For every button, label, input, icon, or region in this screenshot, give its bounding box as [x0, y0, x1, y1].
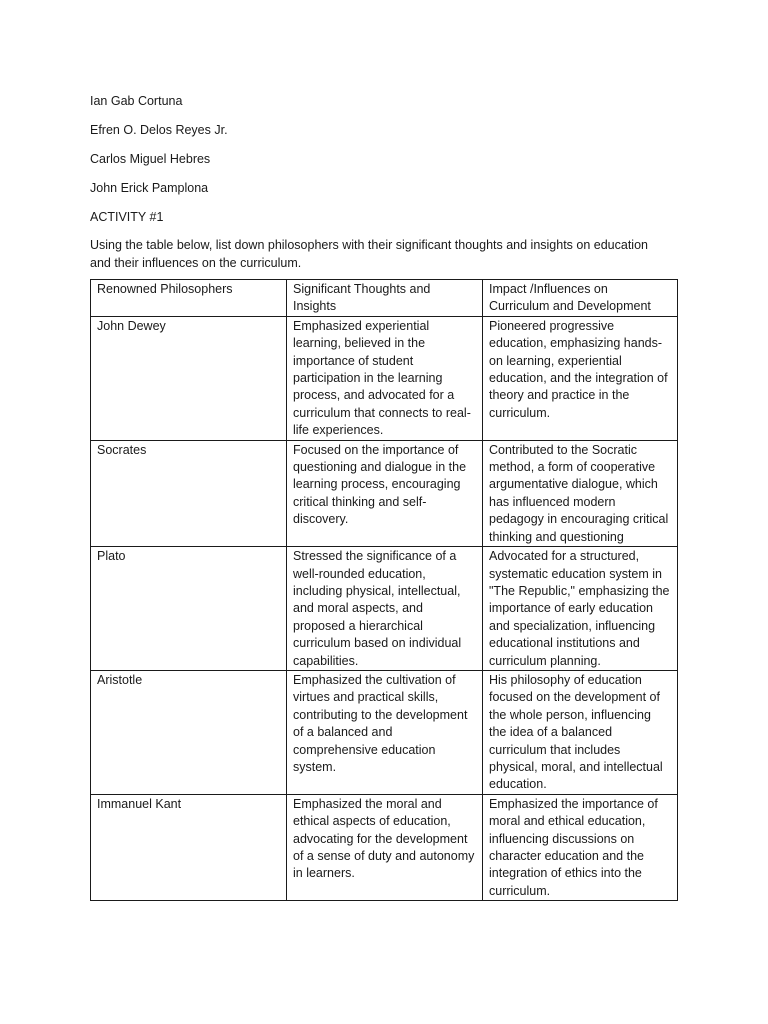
table-row	[91, 794, 678, 900]
impact-cell: Contributed to the Socratic method, a form of cooperative argumentative dialogue, which has influenced modern pedagogy in encouraging critical thinking and questioning	[483, 440, 678, 546]
impact-cell: His philosophy of education focused on the development of the whole person, influencing the idea of a balanced curriculum that includes physical, moral, and intellectual education.	[483, 670, 678, 794]
impact-cell: Emphasized the importance of moral and ethical education, influencing discussions on character education and the integration of ethics into the curriculum.	[483, 794, 678, 900]
column-header-thoughts: Significant Thoughts and Insights	[287, 280, 483, 317]
author-name: Efren O. Delos Reyes Jr.	[90, 123, 228, 137]
thoughts-cell: Stressed the significance of a well-rounded education, including physical, intellectual, and moral aspects, and proposed a hierarchical curriculum based on individual capabilities.	[287, 547, 483, 671]
thoughts-cell: Focused on the importance of questioning and dialogue in the learning process, encouraging critical thinking and self-discovery.	[287, 440, 483, 546]
philosopher-cell: Aristotle	[91, 670, 287, 794]
table-row	[91, 316, 678, 440]
column-header-impact: Impact /Influences on Curriculum and Development	[483, 280, 678, 317]
table-row	[91, 670, 678, 794]
document-page	[90, 93, 680, 901]
table-row	[91, 440, 678, 546]
philosophers-table	[90, 279, 678, 901]
column-header-philosophers: Renowned Philosophers	[91, 280, 287, 317]
philosopher-cell: Plato	[91, 547, 287, 671]
author-name: Carlos Miguel Hebres	[90, 152, 211, 166]
table-row	[91, 547, 678, 671]
activity-title: ACTIVITY #1	[90, 210, 164, 224]
table-header-row	[91, 280, 678, 317]
instructions-paragraph: Using the table below, list down philosophers with their significant thoughts and insights on education and their influences on the curriculum.	[90, 238, 648, 270]
thoughts-cell: Emphasized experiential learning, believed in the importance of student participation in the learning process, and advocated for a curriculum that connects to real-life experiences.	[287, 316, 483, 440]
philosopher-cell: John Dewey	[91, 316, 287, 440]
philosopher-cell: Socrates	[91, 440, 287, 546]
impact-cell: Pioneered progressive education, emphasizing hands-on learning, experiential education, and the integration of theory and practice in the curriculum.	[483, 316, 678, 440]
thoughts-cell: Emphasized the moral and ethical aspects of education, advocating for the development of a sense of duty and autonomy in learners.	[287, 794, 483, 900]
impact-cell: Advocated for a structured, systematic education system in "The Republic," emphasizing the importance of early education and specialization, influencing educational institutions and curriculum planning.	[483, 547, 678, 671]
author-name: John Erick Pamplona	[90, 181, 209, 195]
author-name: Ian Gab Cortuna	[90, 94, 183, 108]
philosopher-cell: Immanuel Kant	[91, 794, 287, 900]
thoughts-cell: Emphasized the cultivation of virtues and practical skills, contributing to the development of a balanced and comprehensive education system.	[287, 670, 483, 794]
